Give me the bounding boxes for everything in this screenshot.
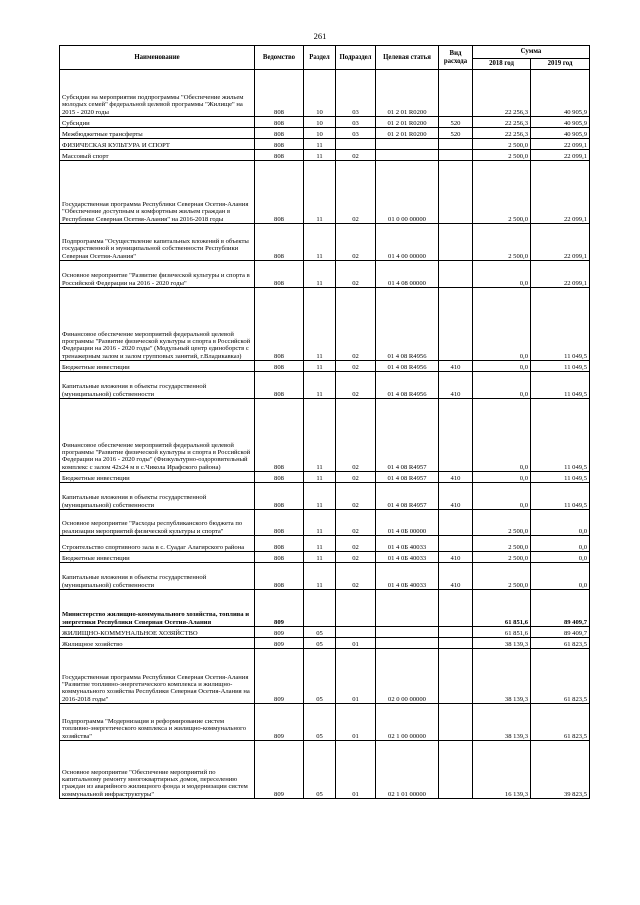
table-row <box>60 161 590 224</box>
cell-vid <box>439 161 473 224</box>
cell-vid: 520 <box>439 117 473 128</box>
cell-podr <box>336 627 376 638</box>
cell-razd: 05 <box>304 638 336 649</box>
cell-name: Государственная программа Республики Северная Осетия-Алания "Развитие топливно-энергетического комплекса и жилищно-коммунального хозяйства Республики Северная Осетия-Алания на 2016-2018 годы" <box>60 649 255 704</box>
cell-razd: 11 <box>304 150 336 161</box>
cell-razd: 10 <box>304 128 336 139</box>
cell-s2018: 0,0 <box>473 472 531 483</box>
header-2018: 2018 год <box>473 59 531 70</box>
cell-tsel: 02 1 01 00000 <box>376 741 439 799</box>
table-row <box>60 224 590 261</box>
cell-podr: 03 <box>336 70 376 117</box>
cell-name: ФИЗИЧЕСКАЯ КУЛЬТУРА И СПОРТ <box>60 139 255 150</box>
cell-vid <box>439 224 473 261</box>
cell-s2018: 0,0 <box>473 261 531 288</box>
cell-ved: 808 <box>255 261 304 288</box>
cell-s2018: 0,0 <box>473 372 531 399</box>
cell-razd: 05 <box>304 649 336 704</box>
cell-razd: 11 <box>304 510 336 536</box>
cell-name: Капитальные вложения в объекты государственной (муниципальной) собственности <box>60 372 255 399</box>
cell-s2019: 89 409,7 <box>531 590 590 627</box>
cell-ved: 809 <box>255 649 304 704</box>
cell-name: Строительство спортивного зала в с. Суадаг Алагирского района <box>60 536 255 552</box>
cell-s2019: 40 905,9 <box>531 70 590 117</box>
cell-vid <box>439 590 473 627</box>
cell-razd <box>304 590 336 627</box>
cell-razd: 11 <box>304 399 336 472</box>
cell-razd: 11 <box>304 361 336 372</box>
cell-razd: 11 <box>304 483 336 510</box>
cell-s2018: 2 500,0 <box>473 224 531 261</box>
cell-name: Финансовое обеспечение мероприятий федеральной целевой программы "Развитие физической культуры и спорта в Российской Федерации на 2016 - 2020 годы" (Физкультурно-оздоровительный комплекс с залом 42х24 м в с.Чикола Ирафского района) <box>60 399 255 472</box>
cell-s2018: 22 256,3 <box>473 128 531 139</box>
cell-name: Финансовое обеспечение мероприятий федеральной целевой программы "Развитие физической культуры и спорта в Российской Федерации на 2016 - 2020 годы" (Модульный центр единоборств с тренажерным залом и залом групповых занятий, г.Владикавказ) <box>60 288 255 361</box>
cell-vid <box>439 704 473 741</box>
cell-podr: 02 <box>336 536 376 552</box>
cell-tsel: 01 0 00 00000 <box>376 161 439 224</box>
cell-razd: 11 <box>304 288 336 361</box>
header-2019: 2019 год <box>531 59 590 70</box>
cell-podr: 02 <box>336 552 376 563</box>
cell-ved: 808 <box>255 563 304 590</box>
cell-razd: 11 <box>304 536 336 552</box>
header-vid: Вид расхода <box>439 46 473 70</box>
cell-tsel: 01 2 01 R0200 <box>376 117 439 128</box>
cell-ved: 809 <box>255 741 304 799</box>
cell-ved: 809 <box>255 627 304 638</box>
cell-s2018: 22 256,3 <box>473 70 531 117</box>
cell-tsel: 01 4 08 R4957 <box>376 399 439 472</box>
table-row <box>60 472 590 483</box>
cell-name: ЖИЛИЩНО-КОММУНАЛЬНОЕ ХОЗЯЙСТВО <box>60 627 255 638</box>
cell-s2018: 0,0 <box>473 483 531 510</box>
header-vedomstvo: Ведомство <box>255 46 304 70</box>
cell-podr: 02 <box>336 510 376 536</box>
cell-podr: 02 <box>336 563 376 590</box>
cell-s2019: 0,0 <box>531 563 590 590</box>
cell-s2018: 61 851,6 <box>473 627 531 638</box>
table-row <box>60 638 590 649</box>
table-row <box>60 627 590 638</box>
cell-tsel: 02 1 00 00000 <box>376 704 439 741</box>
cell-podr: 02 <box>336 372 376 399</box>
cell-s2019: 11 049,5 <box>531 372 590 399</box>
cell-ved: 808 <box>255 399 304 472</box>
cell-s2018: 22 256,3 <box>473 117 531 128</box>
cell-s2019: 0,0 <box>531 552 590 563</box>
cell-name: Капитальные вложения в объекты государственной (муниципальной) собственности <box>60 563 255 590</box>
cell-ved: 808 <box>255 288 304 361</box>
cell-podr: 01 <box>336 649 376 704</box>
cell-s2018: 38 139,3 <box>473 649 531 704</box>
cell-name: Подпрограмма "Осуществление капитальных вложений в объекты государственной и муниципальной собственности Республики Северная Осетия-Алания" <box>60 224 255 261</box>
cell-s2018: 0,0 <box>473 399 531 472</box>
cell-razd: 05 <box>304 627 336 638</box>
cell-vid: 410 <box>439 472 473 483</box>
cell-vid: 410 <box>439 563 473 590</box>
cell-ved: 808 <box>255 128 304 139</box>
cell-razd: 05 <box>304 704 336 741</box>
cell-tsel: 01 4 0Б 40033 <box>376 552 439 563</box>
table-row <box>60 704 590 741</box>
cell-tsel: 01 2 01 R0200 <box>376 70 439 117</box>
cell-vid <box>439 536 473 552</box>
cell-s2019: 61 823,5 <box>531 638 590 649</box>
table-row <box>60 117 590 128</box>
table-row <box>60 399 590 472</box>
cell-s2019: 61 823,5 <box>531 649 590 704</box>
cell-s2018: 2 500,0 <box>473 139 531 150</box>
cell-tsel: 01 4 08 R4957 <box>376 483 439 510</box>
cell-podr: 02 <box>336 361 376 372</box>
cell-ved: 808 <box>255 483 304 510</box>
cell-vid <box>439 261 473 288</box>
cell-podr <box>336 590 376 627</box>
cell-razd: 10 <box>304 117 336 128</box>
cell-name: Бюджетные инвестиции <box>60 472 255 483</box>
cell-razd: 11 <box>304 372 336 399</box>
cell-s2018: 38 139,3 <box>473 704 531 741</box>
cell-razd: 05 <box>304 741 336 799</box>
cell-s2019: 22 099,1 <box>531 150 590 161</box>
cell-tsel <box>376 150 439 161</box>
cell-s2019: 11 049,5 <box>531 361 590 372</box>
cell-ved: 808 <box>255 472 304 483</box>
budget-table <box>59 45 590 799</box>
table-row <box>60 552 590 563</box>
cell-razd: 11 <box>304 161 336 224</box>
cell-podr <box>336 139 376 150</box>
cell-podr: 01 <box>336 638 376 649</box>
cell-ved: 808 <box>255 361 304 372</box>
cell-ved: 808 <box>255 139 304 150</box>
cell-s2019: 11 049,5 <box>531 472 590 483</box>
cell-s2018: 61 851,6 <box>473 590 531 627</box>
cell-vid <box>439 399 473 472</box>
cell-s2018: 2 500,0 <box>473 510 531 536</box>
table-row <box>60 261 590 288</box>
cell-ved: 808 <box>255 161 304 224</box>
cell-vid <box>439 627 473 638</box>
cell-razd: 11 <box>304 472 336 483</box>
cell-podr: 02 <box>336 261 376 288</box>
cell-podr: 02 <box>336 399 376 472</box>
cell-s2019: 22 099,1 <box>531 161 590 224</box>
table-row <box>60 372 590 399</box>
cell-tsel: 01 4 0Б 40033 <box>376 536 439 552</box>
cell-podr: 02 <box>336 161 376 224</box>
cell-ved: 809 <box>255 704 304 741</box>
cell-podr: 02 <box>336 288 376 361</box>
cell-podr: 02 <box>336 472 376 483</box>
cell-tsel: 01 4 08 R4956 <box>376 288 439 361</box>
cell-vid: 410 <box>439 372 473 399</box>
cell-name: Бюджетные инвестиции <box>60 361 255 372</box>
cell-tsel <box>376 139 439 150</box>
cell-tsel: 01 4 0Б 40033 <box>376 563 439 590</box>
cell-s2019: 11 049,5 <box>531 399 590 472</box>
table-row <box>60 563 590 590</box>
cell-tsel: 01 2 01 R0200 <box>376 128 439 139</box>
cell-s2019: 22 099,1 <box>531 224 590 261</box>
cell-tsel: 01 4 08 00000 <box>376 261 439 288</box>
table-row <box>60 288 590 361</box>
cell-vid <box>439 70 473 117</box>
cell-vid <box>439 649 473 704</box>
cell-name: Министерство жилищно-коммунального хозяйства, топлива и энергетики Республики Северная Осетия-Алания <box>60 590 255 627</box>
cell-name: Субсидии на мероприятия подпрограммы "Обеспечение жильем молодых семей" федеральной целевой программы "Жилище" на 2015 - 2020 годы <box>60 70 255 117</box>
cell-razd: 10 <box>304 70 336 117</box>
table-row <box>60 361 590 372</box>
cell-tsel: 01 4 08 R4956 <box>376 361 439 372</box>
cell-s2018: 0,0 <box>473 288 531 361</box>
table-row <box>60 128 590 139</box>
cell-ved: 808 <box>255 372 304 399</box>
cell-vid: 410 <box>439 552 473 563</box>
cell-name: Субсидии <box>60 117 255 128</box>
cell-name: Подпрограмма "Модернизация и реформирование систем топливно-энергетического комплекса и жилищно-коммунального хозяйства" <box>60 704 255 741</box>
table-row <box>60 510 590 536</box>
table-row <box>60 536 590 552</box>
cell-ved: 808 <box>255 552 304 563</box>
cell-s2018: 16 139,3 <box>473 741 531 799</box>
cell-s2018: 2 500,0 <box>473 150 531 161</box>
cell-s2018: 2 500,0 <box>473 161 531 224</box>
cell-vid <box>439 150 473 161</box>
cell-name: Основное мероприятие "Расходы республиканского бюджета по реализации мероприятий физической культуры и спорта" <box>60 510 255 536</box>
cell-podr: 03 <box>336 128 376 139</box>
cell-s2018: 2 500,0 <box>473 552 531 563</box>
cell-vid <box>439 741 473 799</box>
cell-name: Массовый спорт <box>60 150 255 161</box>
cell-razd: 11 <box>304 552 336 563</box>
cell-vid: 410 <box>439 361 473 372</box>
table-row <box>60 139 590 150</box>
cell-name: Бюджетные инвестиции <box>60 552 255 563</box>
cell-s2019: 22 099,1 <box>531 261 590 288</box>
cell-ved: 808 <box>255 510 304 536</box>
cell-name: Межбюджетные трансферты <box>60 128 255 139</box>
header-summa: Сумма <box>473 46 590 59</box>
cell-name: Основное мероприятие "Обеспечение мероприятий по капитальному ремонту многоквартирных домов, переселению граждан из аварийного жилищного фонда и модернизации систем коммунальной инфраструктуры" <box>60 741 255 799</box>
table-row <box>60 741 590 799</box>
cell-name: Капитальные вложения в объекты государственной (муниципальной) собственности <box>60 483 255 510</box>
cell-razd: 11 <box>304 261 336 288</box>
cell-name: Жилищное хозяйство <box>60 638 255 649</box>
cell-podr: 02 <box>336 224 376 261</box>
cell-ved: 808 <box>255 70 304 117</box>
cell-s2018: 2 500,0 <box>473 536 531 552</box>
cell-tsel <box>376 627 439 638</box>
table-row <box>60 150 590 161</box>
cell-vid <box>439 139 473 150</box>
cell-podr: 02 <box>336 150 376 161</box>
cell-ved: 808 <box>255 117 304 128</box>
cell-ved: 808 <box>255 150 304 161</box>
cell-ved: 808 <box>255 224 304 261</box>
cell-s2019: 11 049,5 <box>531 288 590 361</box>
cell-ved: 809 <box>255 638 304 649</box>
cell-s2019: 22 099,1 <box>531 139 590 150</box>
cell-razd: 11 <box>304 563 336 590</box>
cell-tsel: 02 0 00 00000 <box>376 649 439 704</box>
cell-name: Основное мероприятие "Развитие физической культуры и спорта в Российской Федерации на 2016 - 2020 годы" <box>60 261 255 288</box>
cell-tsel <box>376 590 439 627</box>
cell-vid <box>439 288 473 361</box>
cell-podr: 02 <box>336 483 376 510</box>
cell-name: Государственная программа Республики Северная Осетия-Алания "Обеспечение доступным и комфортным жильем граждан в Республике Северная Осетия-Алания" на 2016-2018 годы <box>60 161 255 224</box>
header-name: Наименование <box>60 46 255 70</box>
header-razdel: Раздел <box>304 46 336 70</box>
header-tselevaya: Целевая статья <box>376 46 439 70</box>
cell-vid <box>439 510 473 536</box>
cell-vid <box>439 638 473 649</box>
cell-tsel: 01 4 08 R4956 <box>376 372 439 399</box>
cell-s2018: 0,0 <box>473 361 531 372</box>
cell-tsel <box>376 638 439 649</box>
cell-s2019: 0,0 <box>531 536 590 552</box>
cell-podr: 01 <box>336 704 376 741</box>
table-row <box>60 590 590 627</box>
table-row <box>60 649 590 704</box>
cell-ved: 809 <box>255 590 304 627</box>
cell-s2019: 0,0 <box>531 510 590 536</box>
cell-vid: 520 <box>439 128 473 139</box>
header-podrazdel: Подраздел <box>336 46 376 70</box>
cell-s2019: 40 905,9 <box>531 128 590 139</box>
cell-podr: 03 <box>336 117 376 128</box>
table-row <box>60 483 590 510</box>
cell-vid: 410 <box>439 483 473 510</box>
table-row <box>60 70 590 117</box>
cell-razd: 11 <box>304 139 336 150</box>
cell-s2019: 61 823,5 <box>531 704 590 741</box>
cell-tsel: 01 4 0Б 00000 <box>376 510 439 536</box>
cell-s2019: 11 049,5 <box>531 483 590 510</box>
cell-s2018: 2 500,0 <box>473 563 531 590</box>
cell-podr: 01 <box>336 741 376 799</box>
cell-ved: 808 <box>255 536 304 552</box>
cell-razd: 11 <box>304 224 336 261</box>
page-number: 261 <box>313 31 327 41</box>
cell-tsel: 01 4 08 R4957 <box>376 472 439 483</box>
cell-s2019: 40 905,9 <box>531 117 590 128</box>
cell-s2019: 89 409,7 <box>531 627 590 638</box>
cell-s2018: 38 139,3 <box>473 638 531 649</box>
cell-tsel: 01 4 00 00000 <box>376 224 439 261</box>
cell-s2019: 39 823,5 <box>531 741 590 799</box>
